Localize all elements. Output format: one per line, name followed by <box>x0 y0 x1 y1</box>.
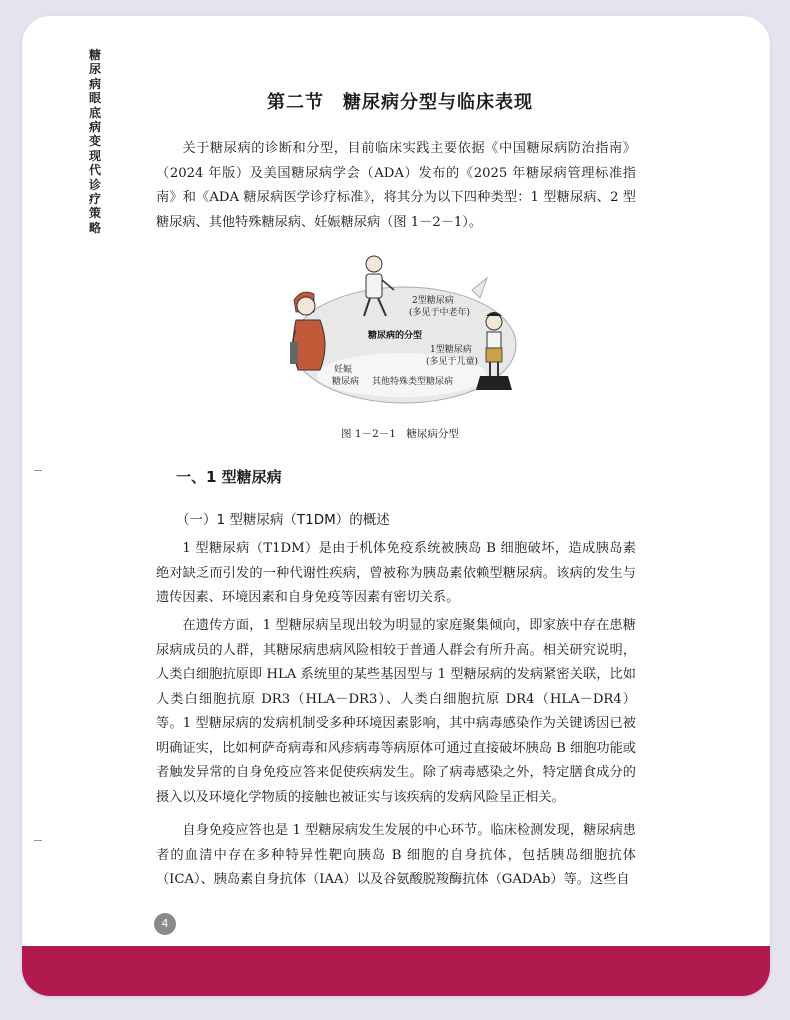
pregnant-woman-illustration <box>290 292 325 370</box>
type2-label-1: 2型糖尿病 <box>412 296 454 306</box>
type1-label-2: (多见于儿童) <box>426 357 479 367</box>
body-paragraph-2: 在遗传方面，1 型糖尿病呈现出较为明显的家庭聚集倾向，即家族中存在患糖尿病成员的人群，其糖尿病患病风险相较于普通人群会有所升高。相关研究说明，人类白细胞抗原即 HLA 系统里的某些基因型与 1 型糖尿病的发病紧密关联，比如人类白细胞抗原 DR3（HLA－DR3）、人类白细胞抗原 DR4（HLA－DR4）等。1 型糖尿病的发病机制受多种环境因素影响，其中病毒感染作为关键诱因已被明确证实，比如柯萨奇病毒和风疹病毒等病原体可通过直接破坏胰岛 B 细胞功能或者触发异常的自身免疫应答来促使疾病发生。除了病毒感染之外，特定膳食成分的摄入以及环境化学物质的接触也被证实与该疾病的发病风险呈正相关。 <box>156 618 636 805</box>
bottom-color-band <box>22 946 770 996</box>
figure-caption: 图 1－2－1 糖尿病分型 <box>341 428 459 440</box>
type1-label-1: 1型糖尿病 <box>430 345 472 355</box>
type2-label-2: (多见于中老年) <box>409 308 471 318</box>
margin-tick <box>34 470 42 471</box>
margin-tick <box>34 840 42 841</box>
body-paragraph-3: 自身免疫应答也是 1 型糖尿病发生发展的中心环节。临床检测发现，糖尿病患者的血清中存在多种特异性靶向胰岛 B 细胞的自身抗体，包括胰岛细胞抗体（ICA）、胰岛素自身抗体（IAA）以及谷氨酸脱羧酶抗体（GADAb）等。这些自 <box>156 823 636 887</box>
scale-icon <box>476 376 512 390</box>
subsection-heading: （一）1 型糖尿病（T1DM）的概述 <box>176 512 390 528</box>
diabetes-types-figure <box>282 250 522 415</box>
section-heading: 一、1 型糖尿病 <box>176 468 282 486</box>
running-title: 糖尿病眼底病变现代诊疗策略 <box>88 48 101 235</box>
intro-paragraph: 关于糖尿病的诊断和分型，目前临床实践主要依据《中国糖尿病防治指南》（2024 年版）及美国糖尿病学会（ADA）发布的《2025 年糖尿病管理标准指南》和《ADA 糖尿病医学诊疗标准》，将其分为以下四种类型：1 型糖尿病、2 型糖尿病、其他特殊糖尿病、妊娠糖尿病（图 1－2－1）。 <box>156 141 636 230</box>
other-type-label: 其他特殊类型糖尿病 <box>372 377 454 387</box>
page-number: 4 <box>154 913 176 935</box>
page-title: 第二节 糖尿病分型与临床表现 <box>267 92 533 113</box>
gest-label-2: 糖尿病 <box>332 377 360 387</box>
body-paragraph-1: 1 型糖尿病（T1DM）是由于机体免疫系统被胰岛 B 细胞破坏，造成胰岛素绝对缺乏而引发的一种代谢性疾病，曾被称为胰岛素依赖型糖尿病。该病的发生与遗传因素、环境因素和自身免疫等因素有密切关系。 <box>156 541 636 605</box>
figure-center-label: 糖尿病的分型 <box>368 331 423 341</box>
gest-label-1: 妊娠 <box>334 365 353 375</box>
